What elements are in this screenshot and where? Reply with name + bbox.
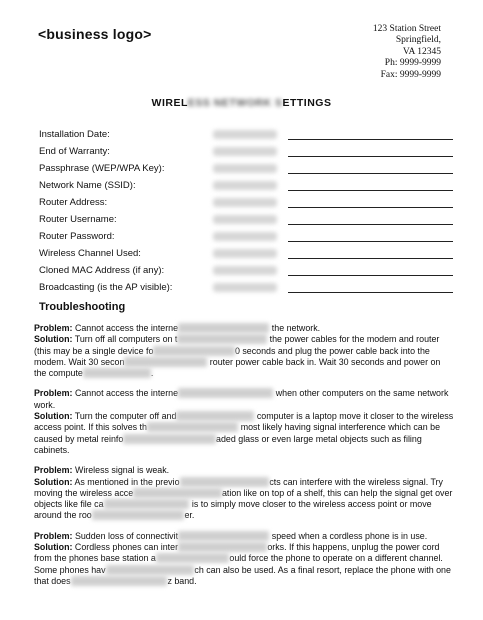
redacted-text: [176, 411, 254, 421]
field-fill-line[interactable]: [288, 275, 453, 276]
solution-label: Solution:: [34, 411, 73, 422]
body-text: computer is a laptop move it closer to the wireless access point. If this solves th: [34, 411, 454, 433]
body-text: the power cables for the modem and router (this may be a single device fo: [34, 334, 440, 356]
address-phone: Ph: 9999-9999: [384, 58, 441, 69]
body-text: when other computers on the same network work.: [34, 388, 449, 410]
form-field-row: [39, 262, 459, 279]
redacted-text: [147, 422, 238, 432]
field-redacted-value: [213, 164, 277, 173]
redacted-text: [153, 346, 235, 356]
redacted-text: [177, 334, 267, 344]
redacted-text: [92, 510, 185, 520]
field-label: Cloned MAC Address (if any):: [39, 265, 165, 276]
redacted-text: [178, 388, 273, 398]
troubleshooting-heading: Troubleshooting: [39, 301, 126, 313]
body-text: As mentioned in the previo: [74, 476, 180, 487]
field-fill-line[interactable]: [288, 224, 453, 225]
address-state-zip: VA 12345: [402, 46, 441, 57]
field-label: Wireless Channel Used:: [39, 248, 141, 259]
field-redacted-value: [213, 266, 277, 275]
field-label: Broadcasting (is the AP visible):: [39, 282, 173, 293]
body-text: the network.: [269, 323, 321, 333]
body-text: aded glass or even large metal objects such as filing cabinets.: [34, 433, 422, 455]
redacted-text: [178, 542, 267, 552]
field-fill-line[interactable]: [288, 207, 453, 208]
body-text: cts can interfere with the wireless signal. Try moving the wireless acce: [34, 476, 443, 498]
body-text: orks. If this happens, unplug the power cord from the phones base station a: [34, 542, 440, 564]
body-text: Turn off all computers on t: [74, 334, 178, 345]
form-field-row: [39, 143, 459, 160]
body-text: Cannot access the interne: [74, 388, 179, 399]
title-blurred: ESS NETWORK S: [187, 97, 283, 109]
problem-label: Problem:: [34, 323, 73, 333]
body-text: Wireless signal is weak.: [74, 465, 170, 476]
field-fill-line[interactable]: [288, 139, 453, 140]
field-label: Router Address:: [39, 197, 108, 208]
troubleshooting-item: [34, 531, 454, 587]
settings-form: [39, 126, 459, 296]
body-text: Cannot access the interne: [74, 323, 179, 333]
troubleshooting-item: [34, 323, 454, 379]
title-left: WIREL: [151, 97, 188, 109]
field-label: Installation Date:: [39, 129, 110, 140]
body-text: speed when a cordless phone is in use.: [269, 530, 428, 541]
solution-label: Solution:: [34, 476, 73, 487]
field-label: Router Password:: [39, 231, 115, 242]
troubleshooting-list: [34, 323, 454, 596]
address-fax: Fax: 9999-9999: [380, 69, 441, 80]
body-text: is to simply move closer to the wireless access point or move around the roo: [34, 499, 432, 521]
redacted-text: [123, 434, 216, 444]
field-fill-line[interactable]: [288, 241, 453, 242]
body-text: ation like on top of a shelf, this can help the signal get over objects like file ca: [34, 487, 453, 510]
redacted-text: [178, 531, 269, 541]
body-text: Cordless phones can inter: [74, 542, 179, 553]
body-text: ch can also be used. As a final resort, replace the phone with one that does: [34, 564, 451, 586]
troubleshooting-item: [34, 465, 454, 521]
solution-label: Solution:: [34, 542, 73, 553]
field-redacted-value: [213, 181, 277, 190]
page-title: [0, 97, 483, 109]
field-label: End of Warranty:: [39, 146, 110, 157]
form-field-row: [39, 194, 459, 211]
redacted-text: [156, 553, 230, 563]
problem-label: Problem:: [34, 465, 73, 476]
field-fill-line[interactable]: [288, 292, 453, 293]
field-redacted-value: [213, 215, 277, 224]
redacted-text: [83, 368, 154, 379]
redacted-text: [104, 499, 190, 509]
form-field-row: [39, 245, 459, 262]
address-street: 123 Station Street: [372, 24, 441, 34]
business-logo: <business logo>: [38, 26, 152, 42]
field-redacted-value: [213, 249, 277, 258]
body-text: Sudden loss of connectivit: [74, 530, 179, 541]
form-field-row: [39, 177, 459, 194]
body-text: .: [150, 368, 154, 379]
field-redacted-value: [213, 283, 277, 292]
solution-label: Solution:: [34, 334, 73, 345]
field-redacted-value: [213, 130, 277, 139]
redacted-text: [133, 488, 222, 498]
form-field-row: [39, 126, 459, 143]
field-label: Passphrase (WEP/WPA Key):: [39, 163, 165, 174]
body-text: er.: [184, 510, 195, 521]
troubleshooting-item: [34, 388, 454, 456]
body-text: z band.: [167, 575, 197, 586]
redacted-text: [71, 576, 168, 586]
redacted-text: [106, 565, 195, 575]
field-fill-line[interactable]: [288, 258, 453, 259]
problem-label: Problem:: [34, 530, 73, 541]
field-fill-line[interactable]: [288, 173, 453, 174]
form-field-row: [39, 279, 459, 296]
title-right: ETTINGS: [282, 97, 332, 109]
company-address: [321, 24, 441, 81]
body-text: Turn the computer off and: [74, 411, 177, 422]
redacted-text: [124, 357, 207, 367]
field-fill-line[interactable]: [288, 190, 453, 191]
redacted-text: [180, 477, 270, 487]
form-field-row: [39, 228, 459, 245]
address-city: Springfield,: [395, 35, 441, 46]
body-text: router power cable back in. Wait 30 seconds and power on the compute: [34, 356, 441, 379]
redacted-text: [178, 323, 269, 333]
field-redacted-value: [213, 147, 277, 156]
field-label: Router Username:: [39, 214, 117, 225]
field-fill-line[interactable]: [288, 156, 453, 157]
form-field-row: [39, 160, 459, 177]
body-text: ould force the phone to operate on a different channel. Some phones hav: [34, 553, 443, 575]
field-label: Network Name (SSID):: [39, 180, 136, 191]
problem-label: Problem:: [34, 388, 73, 399]
body-text: most likely having signal interference which can be caused by metal reinfo: [34, 422, 441, 444]
field-redacted-value: [213, 232, 277, 241]
body-text: 0 seconds and plug the power cable back into the modem. Wait 30 secon: [34, 345, 430, 367]
form-field-row: [39, 211, 459, 228]
field-redacted-value: [213, 198, 277, 207]
